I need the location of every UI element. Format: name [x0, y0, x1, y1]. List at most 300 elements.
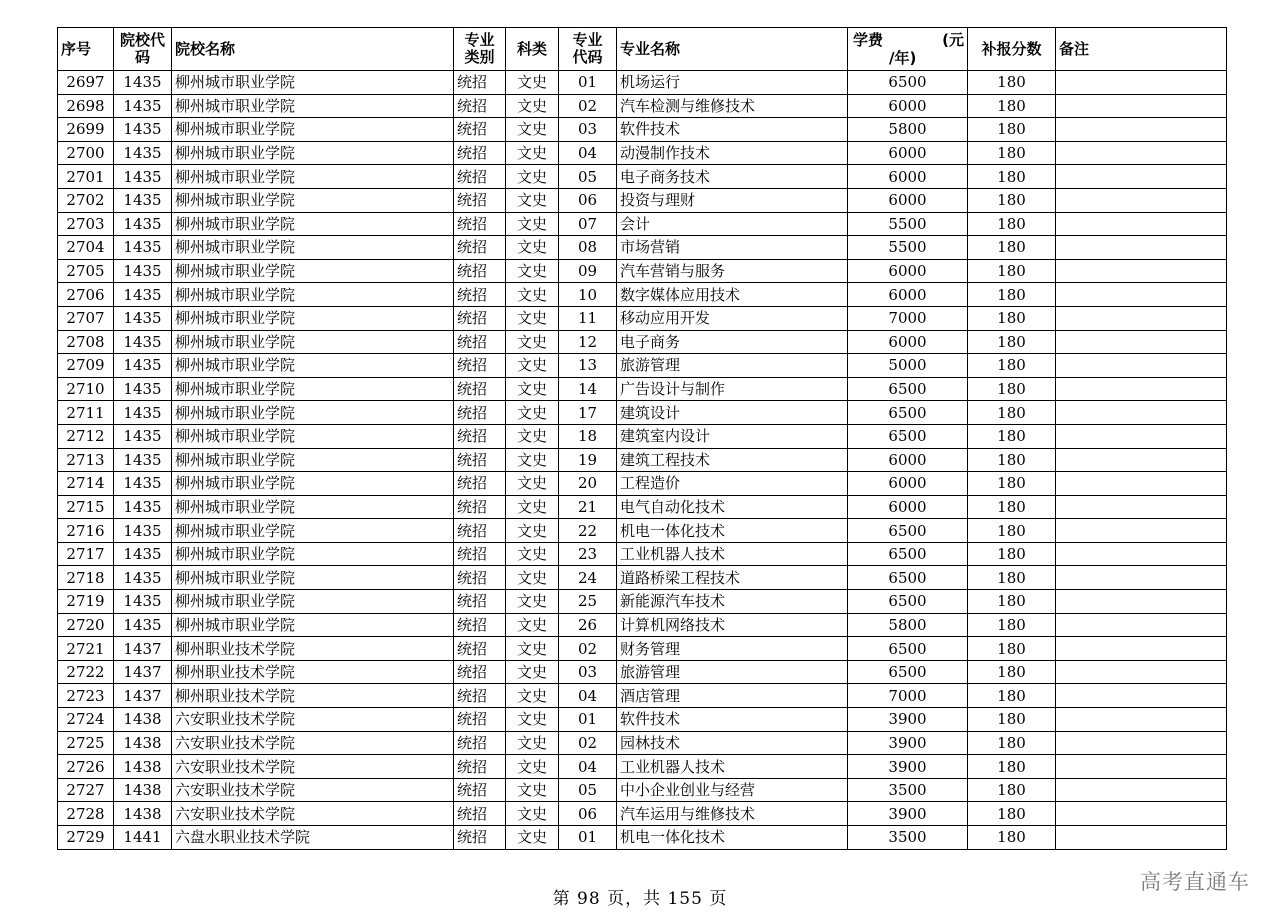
cell-note — [1056, 141, 1227, 165]
cell-school-name: 柳州城市职业学院 — [172, 259, 454, 283]
cell-school-code: 1441 — [114, 826, 172, 850]
cell-school-name: 六安职业技术学院 — [172, 802, 454, 826]
cell-category: 统招 — [454, 424, 506, 448]
cell-note — [1056, 424, 1227, 448]
cell-category: 统招 — [454, 165, 506, 189]
cell-major-name: 旅游管理 — [617, 660, 848, 684]
cell-subject: 文史 — [506, 755, 559, 779]
cell-major-code: 11 — [559, 306, 617, 330]
cell-score: 180 — [968, 755, 1056, 779]
table-row — [58, 542, 1227, 566]
cell-school-name: 六安职业技术学院 — [172, 708, 454, 732]
cell-school-name: 六安职业技术学院 — [172, 778, 454, 802]
cell-fee: 6500 — [848, 519, 968, 543]
table-row — [58, 71, 1227, 95]
cell-category: 统招 — [454, 94, 506, 118]
cell-major-name: 动漫制作技术 — [617, 141, 848, 165]
cell-school-code: 1437 — [114, 637, 172, 661]
cell-school-code: 1435 — [114, 188, 172, 212]
cell-fee: 3500 — [848, 778, 968, 802]
cell-fee: 6500 — [848, 660, 968, 684]
cell-score: 180 — [968, 141, 1056, 165]
cell-major-name: 数字媒体应用技术 — [617, 283, 848, 307]
cell-fee: 6500 — [848, 590, 968, 614]
cell-major-name: 机场运行 — [617, 71, 848, 95]
cell-major-code: 20 — [559, 472, 617, 496]
cell-major-name: 会计 — [617, 212, 848, 236]
cell-note — [1056, 613, 1227, 637]
cell-major-name: 机电一体化技术 — [617, 519, 848, 543]
cell-fee: 3900 — [848, 731, 968, 755]
cell-school-code: 1435 — [114, 71, 172, 95]
cell-subject: 文史 — [506, 519, 559, 543]
cell-subject: 文史 — [506, 542, 559, 566]
table-row — [58, 495, 1227, 519]
table-row — [58, 826, 1227, 850]
cell-school-name: 柳州职业技术学院 — [172, 684, 454, 708]
cell-school-code: 1435 — [114, 165, 172, 189]
cell-score: 180 — [968, 684, 1056, 708]
cell-seq: 2724 — [58, 708, 114, 732]
cell-major-code: 19 — [559, 448, 617, 472]
cell-fee: 3900 — [848, 755, 968, 779]
cell-score: 180 — [968, 519, 1056, 543]
cell-major-name: 工业机器人技术 — [617, 755, 848, 779]
cell-category: 统招 — [454, 519, 506, 543]
header-school-name: 院校名称 — [172, 28, 454, 71]
header-fee: 学费 (元 /年) — [848, 28, 968, 71]
cell-seq: 2719 — [58, 590, 114, 614]
cell-note — [1056, 306, 1227, 330]
cell-category: 统招 — [454, 613, 506, 637]
table-body — [58, 71, 1227, 850]
cell-school-name: 柳州城市职业学院 — [172, 188, 454, 212]
cell-major-code: 02 — [559, 731, 617, 755]
header-school-code: 院校代 码 — [114, 28, 172, 71]
cell-note — [1056, 354, 1227, 378]
cell-major-name: 电气自动化技术 — [617, 495, 848, 519]
cell-school-code: 1438 — [114, 778, 172, 802]
cell-score: 180 — [968, 802, 1056, 826]
header-major-code: 专业 代码 — [559, 28, 617, 71]
cell-major-name: 旅游管理 — [617, 354, 848, 378]
cell-score: 180 — [968, 590, 1056, 614]
cell-score: 180 — [968, 306, 1056, 330]
cell-category: 统招 — [454, 755, 506, 779]
cell-fee: 3900 — [848, 802, 968, 826]
cell-category: 统招 — [454, 259, 506, 283]
cell-category: 统招 — [454, 188, 506, 212]
cell-subject: 文史 — [506, 141, 559, 165]
cell-major-name: 投资与理财 — [617, 188, 848, 212]
cell-subject: 文史 — [506, 708, 559, 732]
table-row — [58, 731, 1227, 755]
table-row — [58, 259, 1227, 283]
cell-school-code: 1435 — [114, 519, 172, 543]
cell-school-code: 1435 — [114, 259, 172, 283]
cell-score: 180 — [968, 542, 1056, 566]
cell-major-code: 05 — [559, 165, 617, 189]
cell-major-name: 机电一体化技术 — [617, 826, 848, 850]
cell-note — [1056, 236, 1227, 260]
table-row — [58, 354, 1227, 378]
cell-school-code: 1435 — [114, 118, 172, 142]
cell-seq: 2716 — [58, 519, 114, 543]
cell-major-code: 04 — [559, 755, 617, 779]
cell-seq: 2697 — [58, 71, 114, 95]
table-row — [58, 472, 1227, 496]
cell-category: 统招 — [454, 354, 506, 378]
cell-score: 180 — [968, 613, 1056, 637]
cell-score: 180 — [968, 188, 1056, 212]
cell-note — [1056, 802, 1227, 826]
cell-major-name: 园林技术 — [617, 731, 848, 755]
cell-major-code: 06 — [559, 188, 617, 212]
cell-note — [1056, 283, 1227, 307]
cell-score: 180 — [968, 165, 1056, 189]
cell-subject: 文史 — [506, 71, 559, 95]
cell-category: 统招 — [454, 778, 506, 802]
cell-score: 180 — [968, 259, 1056, 283]
cell-score: 180 — [968, 495, 1056, 519]
cell-school-code: 1435 — [114, 212, 172, 236]
cell-major-name: 软件技术 — [617, 118, 848, 142]
table-row — [58, 188, 1227, 212]
cell-seq: 2722 — [58, 660, 114, 684]
cell-category: 统招 — [454, 401, 506, 425]
cell-school-name: 柳州城市职业学院 — [172, 94, 454, 118]
cell-note — [1056, 94, 1227, 118]
cell-note — [1056, 165, 1227, 189]
cell-school-name: 柳州城市职业学院 — [172, 118, 454, 142]
cell-subject: 文史 — [506, 259, 559, 283]
cell-school-name: 柳州职业技术学院 — [172, 637, 454, 661]
cell-school-code: 1435 — [114, 354, 172, 378]
cell-fee: 5800 — [848, 118, 968, 142]
cell-school-code: 1438 — [114, 731, 172, 755]
cell-school-name: 六安职业技术学院 — [172, 755, 454, 779]
cell-major-code: 25 — [559, 590, 617, 614]
cell-subject: 文史 — [506, 613, 559, 637]
cell-score: 180 — [968, 826, 1056, 850]
cell-major-code: 05 — [559, 778, 617, 802]
cell-fee: 5000 — [848, 354, 968, 378]
cell-category: 统招 — [454, 802, 506, 826]
cell-major-code: 01 — [559, 826, 617, 850]
table-header-row — [58, 28, 1227, 71]
cell-school-code: 1435 — [114, 283, 172, 307]
cell-subject: 文史 — [506, 826, 559, 850]
cell-seq: 2721 — [58, 637, 114, 661]
cell-seq: 2723 — [58, 684, 114, 708]
cell-note — [1056, 708, 1227, 732]
cell-seq: 2703 — [58, 212, 114, 236]
cell-school-name: 柳州城市职业学院 — [172, 330, 454, 354]
cell-note — [1056, 542, 1227, 566]
cell-fee: 6500 — [848, 401, 968, 425]
cell-school-code: 1437 — [114, 684, 172, 708]
cell-category: 统招 — [454, 71, 506, 95]
admission-table — [57, 27, 1227, 850]
cell-school-name: 六盘水职业技术学院 — [172, 826, 454, 850]
table-row — [58, 283, 1227, 307]
cell-school-name: 柳州城市职业学院 — [172, 519, 454, 543]
cell-school-name: 柳州城市职业学院 — [172, 424, 454, 448]
cell-major-name: 软件技术 — [617, 708, 848, 732]
cell-subject: 文史 — [506, 424, 559, 448]
cell-category: 统招 — [454, 684, 506, 708]
cell-major-name: 汽车运用与维修技术 — [617, 802, 848, 826]
cell-score: 180 — [968, 566, 1056, 590]
table-row — [58, 94, 1227, 118]
cell-score: 180 — [968, 708, 1056, 732]
cell-note — [1056, 566, 1227, 590]
cell-school-name: 柳州城市职业学院 — [172, 401, 454, 425]
cell-major-name: 道路桥梁工程技术 — [617, 566, 848, 590]
table-row — [58, 519, 1227, 543]
cell-note — [1056, 472, 1227, 496]
cell-seq: 2705 — [58, 259, 114, 283]
cell-school-name: 柳州城市职业学院 — [172, 165, 454, 189]
cell-fee: 3500 — [848, 826, 968, 850]
cell-category: 统招 — [454, 283, 506, 307]
cell-subject: 文史 — [506, 283, 559, 307]
cell-score: 180 — [968, 637, 1056, 661]
cell-category: 统招 — [454, 448, 506, 472]
cell-subject: 文史 — [506, 590, 559, 614]
cell-subject: 文史 — [506, 731, 559, 755]
header-note: 备注 — [1056, 28, 1227, 71]
cell-major-name: 新能源汽车技术 — [617, 590, 848, 614]
cell-school-code: 1438 — [114, 708, 172, 732]
cell-score: 180 — [968, 401, 1056, 425]
cell-note — [1056, 495, 1227, 519]
table-row — [58, 306, 1227, 330]
cell-seq: 2712 — [58, 424, 114, 448]
cell-major-code: 06 — [559, 802, 617, 826]
cell-score: 180 — [968, 71, 1056, 95]
cell-score: 180 — [968, 212, 1056, 236]
cell-fee: 6500 — [848, 566, 968, 590]
table-row — [58, 377, 1227, 401]
cell-major-name: 工业机器人技术 — [617, 542, 848, 566]
cell-school-name: 柳州城市职业学院 — [172, 212, 454, 236]
cell-major-name: 工程造价 — [617, 472, 848, 496]
cell-score: 180 — [968, 424, 1056, 448]
cell-note — [1056, 212, 1227, 236]
cell-school-code: 1437 — [114, 660, 172, 684]
cell-major-code: 09 — [559, 259, 617, 283]
cell-major-code: 03 — [559, 660, 617, 684]
table-row — [58, 212, 1227, 236]
cell-fee: 5500 — [848, 236, 968, 260]
cell-category: 统招 — [454, 542, 506, 566]
cell-school-code: 1435 — [114, 236, 172, 260]
cell-category: 统招 — [454, 141, 506, 165]
cell-fee: 6000 — [848, 448, 968, 472]
cell-seq: 2709 — [58, 354, 114, 378]
cell-note — [1056, 377, 1227, 401]
cell-category: 统招 — [454, 472, 506, 496]
cell-school-code: 1435 — [114, 542, 172, 566]
cell-fee: 6000 — [848, 259, 968, 283]
cell-school-name: 柳州城市职业学院 — [172, 542, 454, 566]
cell-note — [1056, 519, 1227, 543]
cell-seq: 2717 — [58, 542, 114, 566]
cell-score: 180 — [968, 94, 1056, 118]
table-row — [58, 684, 1227, 708]
cell-note — [1056, 448, 1227, 472]
header-subject: 科类 — [506, 28, 559, 71]
cell-school-code: 1435 — [114, 613, 172, 637]
cell-school-code: 1435 — [114, 424, 172, 448]
cell-school-code: 1438 — [114, 802, 172, 826]
cell-subject: 文史 — [506, 188, 559, 212]
cell-seq: 2726 — [58, 755, 114, 779]
cell-seq: 2718 — [58, 566, 114, 590]
cell-fee: 6500 — [848, 637, 968, 661]
cell-seq: 2708 — [58, 330, 114, 354]
cell-fee: 5800 — [848, 613, 968, 637]
cell-school-name: 柳州城市职业学院 — [172, 472, 454, 496]
cell-school-name: 柳州城市职业学院 — [172, 590, 454, 614]
table-row — [58, 755, 1227, 779]
cell-school-code: 1435 — [114, 472, 172, 496]
cell-major-name: 财务管理 — [617, 637, 848, 661]
cell-school-name: 柳州城市职业学院 — [172, 354, 454, 378]
cell-category: 统招 — [454, 495, 506, 519]
cell-score: 180 — [968, 377, 1056, 401]
table-row — [58, 802, 1227, 826]
cell-category: 统招 — [454, 637, 506, 661]
cell-note — [1056, 755, 1227, 779]
cell-fee: 6000 — [848, 94, 968, 118]
cell-major-name: 建筑工程技术 — [617, 448, 848, 472]
page-number: 第 98 页，共 155 页 — [552, 889, 728, 909]
cell-major-name: 酒店管理 — [617, 684, 848, 708]
cell-major-code: 04 — [559, 141, 617, 165]
cell-major-code: 01 — [559, 708, 617, 732]
cell-school-name: 柳州城市职业学院 — [172, 377, 454, 401]
cell-major-name: 市场营销 — [617, 236, 848, 260]
table-row — [58, 141, 1227, 165]
cell-seq: 2711 — [58, 401, 114, 425]
cell-seq: 2715 — [58, 495, 114, 519]
cell-score: 180 — [968, 472, 1056, 496]
cell-note — [1056, 660, 1227, 684]
cell-major-name: 中小企业创业与经营 — [617, 778, 848, 802]
cell-seq: 2727 — [58, 778, 114, 802]
cell-subject: 文史 — [506, 118, 559, 142]
cell-major-code: 17 — [559, 401, 617, 425]
cell-score: 180 — [968, 118, 1056, 142]
cell-fee: 6000 — [848, 141, 968, 165]
cell-subject: 文史 — [506, 778, 559, 802]
cell-major-code: 18 — [559, 424, 617, 448]
cell-school-code: 1435 — [114, 566, 172, 590]
cell-school-name: 柳州城市职业学院 — [172, 306, 454, 330]
cell-subject: 文史 — [506, 448, 559, 472]
cell-seq: 2725 — [58, 731, 114, 755]
cell-note — [1056, 637, 1227, 661]
cell-major-code: 23 — [559, 542, 617, 566]
cell-note — [1056, 118, 1227, 142]
cell-category: 统招 — [454, 118, 506, 142]
cell-subject: 文史 — [506, 684, 559, 708]
cell-fee: 6500 — [848, 71, 968, 95]
table-row — [58, 590, 1227, 614]
cell-major-name: 建筑室内设计 — [617, 424, 848, 448]
cell-subject: 文史 — [506, 94, 559, 118]
cell-category: 统招 — [454, 731, 506, 755]
cell-major-code: 07 — [559, 212, 617, 236]
cell-major-code: 24 — [559, 566, 617, 590]
cell-score: 180 — [968, 448, 1056, 472]
cell-category: 统招 — [454, 566, 506, 590]
cell-note — [1056, 188, 1227, 212]
cell-seq: 2706 — [58, 283, 114, 307]
cell-subject: 文史 — [506, 401, 559, 425]
cell-school-code: 1438 — [114, 755, 172, 779]
cell-school-name: 柳州城市职业学院 — [172, 613, 454, 637]
cell-fee: 7000 — [848, 306, 968, 330]
cell-major-code: 08 — [559, 236, 617, 260]
cell-school-code: 1435 — [114, 495, 172, 519]
cell-major-code: 03 — [559, 118, 617, 142]
cell-category: 统招 — [454, 708, 506, 732]
cell-major-name: 计算机网络技术 — [617, 613, 848, 637]
cell-note — [1056, 71, 1227, 95]
cell-seq: 2702 — [58, 188, 114, 212]
cell-school-name: 柳州职业技术学院 — [172, 660, 454, 684]
cell-school-code: 1435 — [114, 330, 172, 354]
cell-score: 180 — [968, 660, 1056, 684]
cell-seq: 2707 — [58, 306, 114, 330]
header-seq: 序号 — [58, 28, 114, 71]
cell-category: 统招 — [454, 590, 506, 614]
table-row — [58, 330, 1227, 354]
cell-subject: 文史 — [506, 802, 559, 826]
cell-score: 180 — [968, 283, 1056, 307]
cell-major-code: 04 — [559, 684, 617, 708]
table-row — [58, 448, 1227, 472]
cell-school-code: 1435 — [114, 401, 172, 425]
cell-note — [1056, 401, 1227, 425]
cell-school-name: 柳州城市职业学院 — [172, 283, 454, 307]
cell-fee: 6000 — [848, 495, 968, 519]
cell-score: 180 — [968, 330, 1056, 354]
cell-major-name: 汽车营销与服务 — [617, 259, 848, 283]
cell-major-name: 广告设计与制作 — [617, 377, 848, 401]
cell-seq: 2699 — [58, 118, 114, 142]
table-row — [58, 566, 1227, 590]
cell-subject: 文史 — [506, 660, 559, 684]
cell-note — [1056, 590, 1227, 614]
cell-score: 180 — [968, 731, 1056, 755]
cell-school-name: 柳州城市职业学院 — [172, 236, 454, 260]
cell-fee: 6500 — [848, 424, 968, 448]
cell-subject: 文史 — [506, 354, 559, 378]
watermark-logo: 高考直通车 — [1140, 870, 1250, 894]
cell-fee: 6500 — [848, 542, 968, 566]
cell-school-code: 1435 — [114, 94, 172, 118]
table-row — [58, 708, 1227, 732]
table-row — [58, 637, 1227, 661]
cell-major-name: 电子商务技术 — [617, 165, 848, 189]
cell-seq: 2720 — [58, 613, 114, 637]
cell-school-code: 1435 — [114, 141, 172, 165]
cell-school-name: 柳州城市职业学院 — [172, 448, 454, 472]
